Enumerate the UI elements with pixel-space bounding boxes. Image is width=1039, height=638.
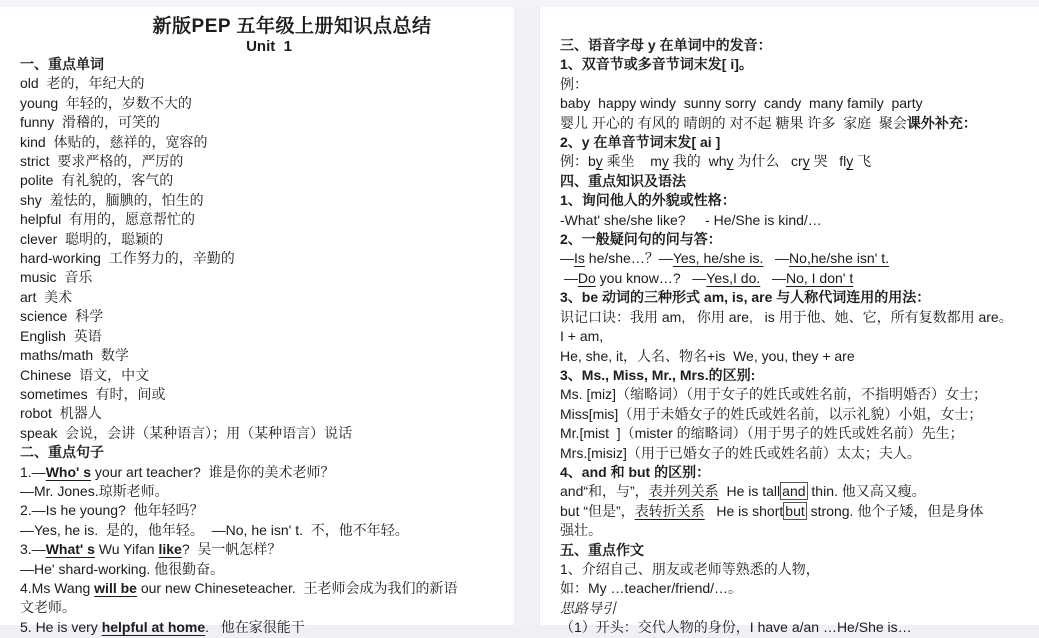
text-line	[20, 385, 508, 404]
text-line	[20, 346, 508, 365]
text-line	[20, 268, 508, 287]
text-line	[560, 424, 1035, 443]
text-line	[560, 308, 1035, 327]
text-segment: helpful 有用的，愿意帮忙的	[20, 211, 196, 228]
text-segment: No, I don' t	[785, 269, 854, 286]
text-segment: —	[560, 250, 574, 267]
text-segment: 五、重点作文	[560, 541, 644, 558]
text-segment: maths/math 数学	[20, 347, 129, 364]
text-segment: y	[595, 153, 603, 170]
text-segment: y	[846, 153, 854, 170]
text-segment: . 他在家很能干	[205, 618, 305, 635]
text-segment: helpful at home	[101, 618, 206, 635]
text-segment: 我的 wh	[668, 153, 727, 170]
text-segment: 如：My …teacher/friend/…。	[560, 580, 743, 597]
text-line	[560, 347, 1035, 366]
document-subtitle: Unit 1	[246, 38, 292, 55]
page-left[interactable]	[0, 7, 514, 635]
text-line	[560, 269, 1035, 288]
text-segment: y	[802, 153, 810, 170]
text-segment: 飞	[853, 153, 872, 170]
right-page-lines	[560, 36, 1035, 638]
text-line	[560, 385, 1035, 404]
text-segment: He, she, it，人名、物名+is We, you, they + are	[560, 347, 855, 364]
text-segment: 强壮。	[560, 522, 602, 539]
text-segment: He is short	[704, 502, 784, 519]
text-segment: Yes, he/she is.	[672, 250, 764, 267]
text-segment: Chinese 语文，中文	[20, 366, 150, 383]
text-segment: but “但是”，	[560, 502, 635, 519]
text-segment: 3.—	[20, 541, 46, 558]
text-segment: 为什么 cr	[733, 153, 803, 170]
text-segment: 1、询问他人的外貌或性格：	[560, 192, 736, 209]
text-segment: 2、一般疑问句的问与答：	[560, 231, 722, 248]
text-line	[20, 501, 508, 520]
text-line	[20, 463, 508, 482]
text-segment: Mr.[mist ]（mister 的缩略词）（用于男子的姓氏或姓名前）先生；	[560, 425, 964, 442]
text-line	[20, 443, 508, 462]
text-line	[560, 114, 1035, 133]
text-segment: 课外补充：	[906, 114, 977, 131]
text-segment: English 英语	[20, 327, 102, 344]
text-line	[20, 171, 508, 190]
text-segment: 文老师。	[20, 599, 76, 616]
text-segment: 婴儿 开心的 有风的 晴朗的 对不起 糖果 许多 家庭 聚会	[560, 114, 907, 131]
text-segment: What' s	[45, 541, 95, 558]
page-right[interactable]	[540, 7, 1039, 636]
text-segment: 三、语音字母 y 在单词中的发音：	[560, 37, 772, 53]
page-gap	[514, 7, 540, 625]
text-line	[560, 405, 1035, 424]
text-segment: hard-working 工作努力的，辛勤的	[20, 250, 235, 267]
text-segment: shy 羞怯的，腼腆的，怕生的	[20, 191, 204, 208]
text-segment: 2、y 在单音节词末发[ ai ]	[560, 134, 721, 151]
text-segment: 思路导引	[560, 599, 616, 616]
text-segment: Yes,I do.	[706, 269, 761, 286]
text-segment: 例：	[560, 75, 588, 92]
text-segment: funny 滑稽的，可笑的	[20, 114, 161, 131]
text-line	[20, 618, 508, 637]
text-segment: polite 有礼貌的，客气的	[20, 172, 174, 189]
text-segment: he/she…？—	[584, 250, 673, 267]
text-segment: strong. 他个子矮，但是身体	[806, 502, 984, 519]
text-segment: y	[726, 153, 734, 170]
text-line	[560, 502, 1035, 521]
text-segment: Wu Yifan	[94, 541, 159, 558]
text-line	[20, 327, 508, 346]
text-segment: Is	[574, 250, 585, 267]
text-segment: 二、重点句子	[20, 444, 104, 461]
text-line	[560, 599, 1035, 618]
text-segment: 四、重点知识及语法	[560, 172, 686, 189]
text-line	[20, 598, 508, 617]
text-line	[560, 211, 1035, 230]
text-line	[560, 366, 1035, 385]
text-segment: —Mr. Jones.琼斯老师。	[20, 482, 169, 499]
text-line	[560, 230, 1035, 249]
text-line	[20, 579, 508, 598]
text-segment: —	[760, 269, 786, 286]
text-line	[20, 307, 508, 326]
text-line	[20, 366, 508, 385]
text-line	[560, 249, 1035, 268]
text-line	[560, 133, 1035, 152]
text-segment: art 美术	[20, 288, 73, 305]
text-line	[560, 618, 1035, 637]
text-line	[560, 36, 1035, 55]
document-canvas	[0, 7, 1039, 636]
text-segment: 识记口诀：我用 am, 你用 are, is 用于他、她、它，所有复数都用 are。	[560, 308, 1013, 325]
text-segment: 一、重点单词	[20, 56, 104, 72]
text-line	[560, 55, 1035, 74]
text-line	[20, 94, 508, 113]
text-line	[20, 288, 508, 307]
text-segment: He is tall	[718, 483, 781, 500]
text-line	[20, 560, 508, 579]
text-segment: （1）开头：交代人物的身份，I have a/an …He/She is…	[560, 619, 912, 636]
text-segment: Mrs.[misiz]（用于已婚女子的姓氏或姓名前）太太；夫人。	[560, 444, 921, 461]
left-page-lines	[20, 55, 508, 637]
text-line	[20, 113, 508, 132]
text-line	[560, 541, 1035, 560]
text-segment: 2.—Is he young? 他年轻吗？	[20, 502, 204, 519]
text-segment: 例：b	[560, 153, 596, 170]
text-segment: kind 体贴的，慈祥的，宽容的	[20, 133, 208, 150]
text-segment: thin. 他又高又瘦。	[807, 483, 926, 500]
text-line	[20, 540, 508, 559]
text-segment: you know…? —	[595, 269, 707, 286]
text-segment: —	[560, 269, 578, 286]
text-segment: robot 机器人	[20, 405, 102, 422]
text-segment: 表并列关系	[648, 483, 719, 500]
text-segment: Ms. [miz]（缩略词）（用于女子的姓氏或姓名前，不指明婚否）女士；	[560, 386, 987, 403]
text-line	[560, 94, 1035, 113]
text-line	[20, 152, 508, 171]
text-segment: 1.—	[20, 463, 46, 480]
page-left-content	[0, 7, 514, 637]
text-segment: 4.Ms Wang	[20, 579, 95, 596]
text-segment: 3、Ms., Miss, Mr., Mrs.的区别:	[560, 366, 756, 383]
text-line	[560, 75, 1035, 94]
text-segment: sometimes 有时，间或	[20, 385, 166, 402]
text-segment: Miss[mis]（用于未婚女子的姓氏或姓名前，以示礼貌）小姐，女士；	[560, 405, 983, 422]
text-line	[20, 133, 508, 152]
text-line	[560, 327, 1035, 346]
text-segment: our new Chineseteacher. 王老师会成为我们的新语	[136, 579, 458, 596]
text-line	[20, 521, 508, 540]
text-line	[20, 74, 508, 93]
document-title: 新版PEP 五年级上册知识点总结	[152, 16, 432, 37]
text-line	[20, 230, 508, 249]
text-line	[20, 424, 508, 443]
text-line	[560, 152, 1035, 171]
text-line	[560, 444, 1035, 463]
text-segment: and“和，与”，	[560, 483, 649, 500]
text-line	[560, 521, 1035, 540]
text-segment: young 年轻的，岁数不大的	[20, 94, 192, 111]
text-line	[560, 463, 1035, 482]
text-line	[20, 404, 508, 423]
text-segment: —Yes, he is. 是的，他年轻。 —No, he isn' t. 不，他不年轻。	[20, 521, 409, 538]
text-line	[20, 210, 508, 229]
text-segment: -What' she/she like? - He/She is kind/…	[560, 211, 822, 228]
text-segment: and	[782, 483, 806, 500]
text-segment: 1、双音节或多音节词末发[ i]。	[560, 56, 753, 73]
text-line	[560, 482, 1035, 501]
text-segment: like	[158, 541, 182, 558]
text-segment: speak 会说，会讲（某种语言）；用（某种语言）说话	[20, 424, 353, 441]
text-line	[560, 191, 1035, 210]
text-segment: Do	[577, 269, 596, 286]
text-segment: Who' s	[45, 463, 92, 480]
text-segment: 乘坐 m	[602, 153, 662, 170]
text-segment: 1、介绍自己、朋友或老师等熟悉的人物，	[560, 560, 820, 577]
text-segment: 4、and 和 but 的区别：	[560, 463, 711, 480]
text-line	[560, 579, 1035, 598]
text-segment: ? 吴一帆怎样？	[181, 541, 282, 558]
text-line	[20, 249, 508, 268]
text-line	[560, 172, 1035, 191]
text-line	[20, 55, 508, 74]
text-segment: music 音乐	[20, 269, 93, 286]
text-segment: 表转折关系	[634, 502, 705, 519]
text-segment: old 老的，年纪大的	[20, 75, 145, 92]
text-segment: science 科学	[20, 308, 104, 325]
text-line	[20, 191, 508, 210]
text-segment: 哭 fl	[809, 153, 847, 170]
text-segment: but	[785, 502, 805, 519]
text-segment: your art teacher? 谁是你的美术老师？	[91, 463, 335, 480]
text-segment: baby happy windy sunny sorry candy many family party	[560, 95, 923, 112]
text-segment: 5. He is very	[20, 618, 102, 635]
top-strip	[0, 0, 1039, 7]
text-segment: I + am,	[560, 328, 604, 345]
text-segment: strict 要求严格的，严厉的	[20, 153, 184, 170]
page-right-content	[540, 7, 1039, 638]
text-segment: —	[763, 250, 790, 267]
text-segment: y	[661, 153, 669, 170]
text-line	[560, 560, 1035, 579]
text-segment: will be	[94, 579, 137, 596]
text-line	[560, 288, 1035, 307]
text-segment: clever 聪明的，聪颖的	[20, 230, 164, 247]
text-segment: —He' shard-working. 他很勤奋。	[20, 560, 225, 577]
text-segment: 3、be 动词的三种形式 am, is, are 与人称代词连用的用法：	[560, 289, 931, 306]
text-line	[20, 482, 508, 501]
text-segment: No,he/she isn' t.	[789, 250, 889, 267]
